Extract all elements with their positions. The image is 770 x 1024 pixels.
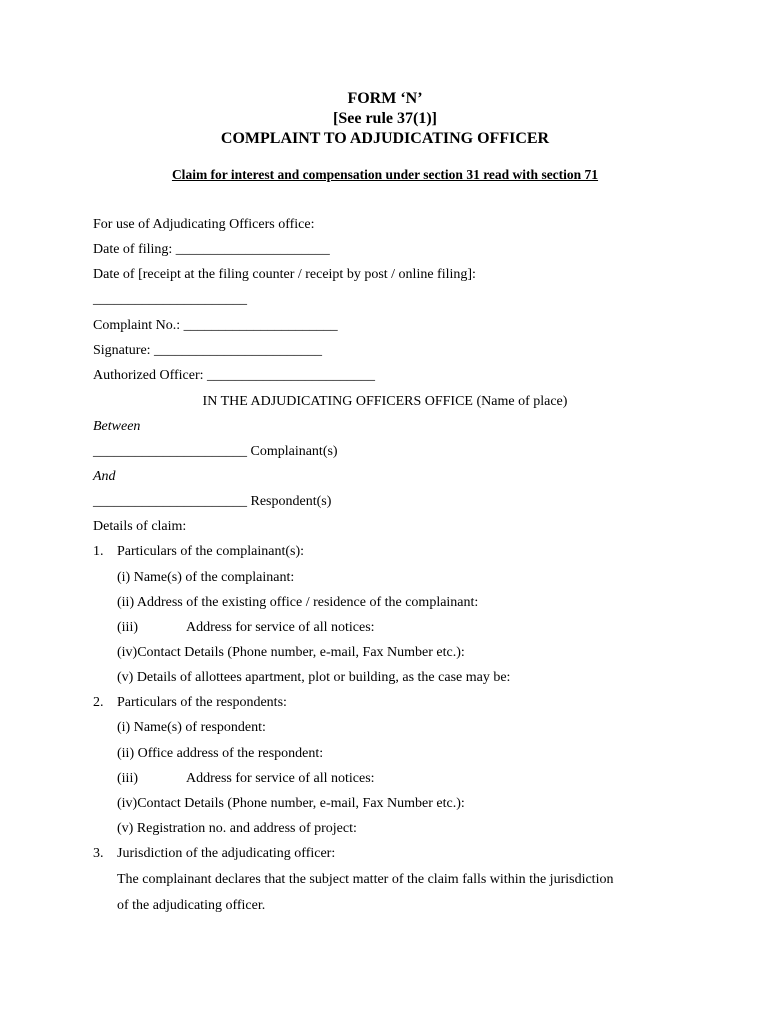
section-3-number: 3. (93, 846, 104, 861)
section-1-item-v: (v) Details of allottees apartment, plot or building, as the case may be: (117, 670, 511, 685)
section-3-line-2: of the adjudicating officer. (117, 898, 266, 913)
section-2-item-iv: (iv)Contact Details (Phone number, e-mail, Fax Number etc.): (117, 796, 465, 811)
complaint-number: Complaint No.: ______________________ (93, 318, 338, 333)
section-2-item-v: (v) Registration no. and address of project: (117, 821, 357, 836)
section-1-number: 1. (93, 544, 104, 559)
section-1-text: Particulars of the complainant(s): (117, 544, 304, 559)
section-2-text: Particulars of the respondents: (117, 695, 287, 710)
authorized-officer-line: Authorized Officer: ________________________ (93, 368, 376, 383)
section-2-number: 2. (93, 695, 104, 710)
form-title: COMPLAINT TO ADJUDICATING OFFICER (220, 130, 550, 147)
signature-line: Signature: ________________________ (93, 343, 323, 358)
respondent-line: ______________________ Respondent(s) (93, 494, 332, 509)
section-1-item-iii-text: Address for service of all notices: (186, 620, 375, 635)
complainant-line: ______________________ Complainant(s) (93, 444, 338, 459)
date-of-filing: Date of filing: ______________________ (93, 242, 330, 257)
section-2-item-iii-number: (iii) (117, 771, 138, 786)
date-of-receipt-blank: ______________________ (93, 292, 247, 307)
form-label: FORM ‘N’ (347, 90, 423, 107)
section-1-item-iii-number: (iii) (117, 620, 138, 635)
details-heading: Details of claim: (93, 519, 187, 534)
and-label: And (93, 469, 116, 484)
date-of-receipt: Date of [receipt at the filing counter / receipt by post / online filing]: (93, 267, 476, 282)
section-2-item-i: (i) Name(s) of respondent: (117, 720, 266, 735)
section-2-title (93, 694, 287, 712)
form-subtitle: Claim for interest and compensation under section 31 read with section 71 (171, 167, 599, 182)
section-1-item-ii: (ii) Address of the existing office / residence of the complainant: (117, 595, 479, 610)
court-line: IN THE ADJUDICATING OFFICERS OFFICE (Name of place) (202, 394, 568, 409)
section-3-text: Jurisdiction of the adjudicating officer: (117, 846, 336, 861)
section-1-title (93, 543, 304, 561)
rule-reference: [See rule 37(1)] (333, 110, 437, 127)
section-1-item-iv: (iv)Contact Details (Phone number, e-mail, Fax Number etc.): (117, 645, 465, 660)
section-3-line-1: The complainant declares that the subject matter of the claim falls within the jurisdiction (117, 872, 614, 887)
between-label: Between (93, 419, 141, 434)
section-1-item-i: (i) Name(s) of the complainant: (117, 570, 295, 585)
section-1-item-iii (117, 619, 375, 637)
section-3-title (93, 845, 335, 863)
section-2-item-ii: (ii) Office address of the respondent: (117, 746, 324, 761)
office-use-heading: For use of Adjudicating Officers office: (93, 217, 315, 232)
section-2-item-iii (117, 770, 375, 788)
section-2-item-iii-text: Address for service of all notices: (186, 771, 375, 786)
